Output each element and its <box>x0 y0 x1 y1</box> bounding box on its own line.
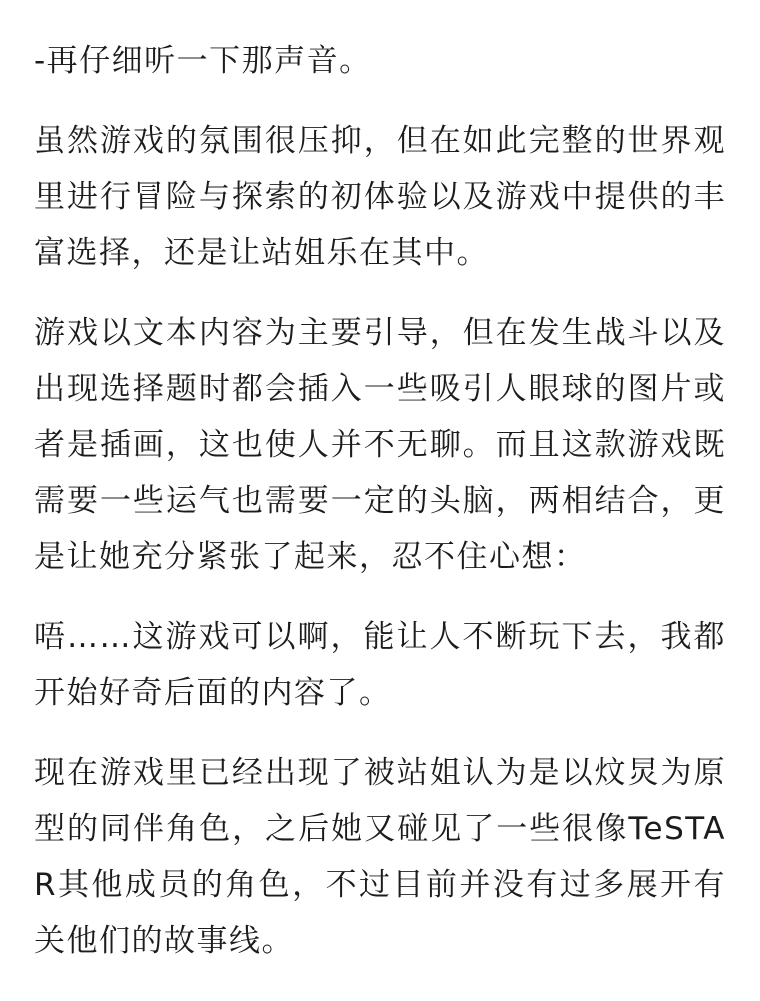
paragraph-3: 游戏以文本内容为主要引导，但在发生战斗以及出现选择题时都会插入一些吸引人眼球的图片或者是插画，这也使人并不无聊。而且这款游戏既需要一些运气也需要一定的头脑，两相结合，更是让她充分紧张了起来，忍不住心想： <box>34 315 726 575</box>
paragraph-1: -再仔细听一下那声音。 <box>34 43 372 79</box>
paragraph-4: 唔……这游戏可以啊，能让人不断玩下去，我都开始好奇后面的内容了。 <box>34 619 726 711</box>
paragraph-5: 现在游戏里已经出现了被站姐认为是以炆炅为原型的同伴角色，之后她又碰见了一些很像TeSTAR其他成员的角色，不过目前并没有过多展开有关他们的故事线。 <box>34 755 726 959</box>
paragraph-2: 虽然游戏的氛围很压抑，但在如此完整的世界观里进行冒险与探索的初体验以及游戏中提供的丰富选择，还是让站姐乐在其中。 <box>34 123 726 271</box>
